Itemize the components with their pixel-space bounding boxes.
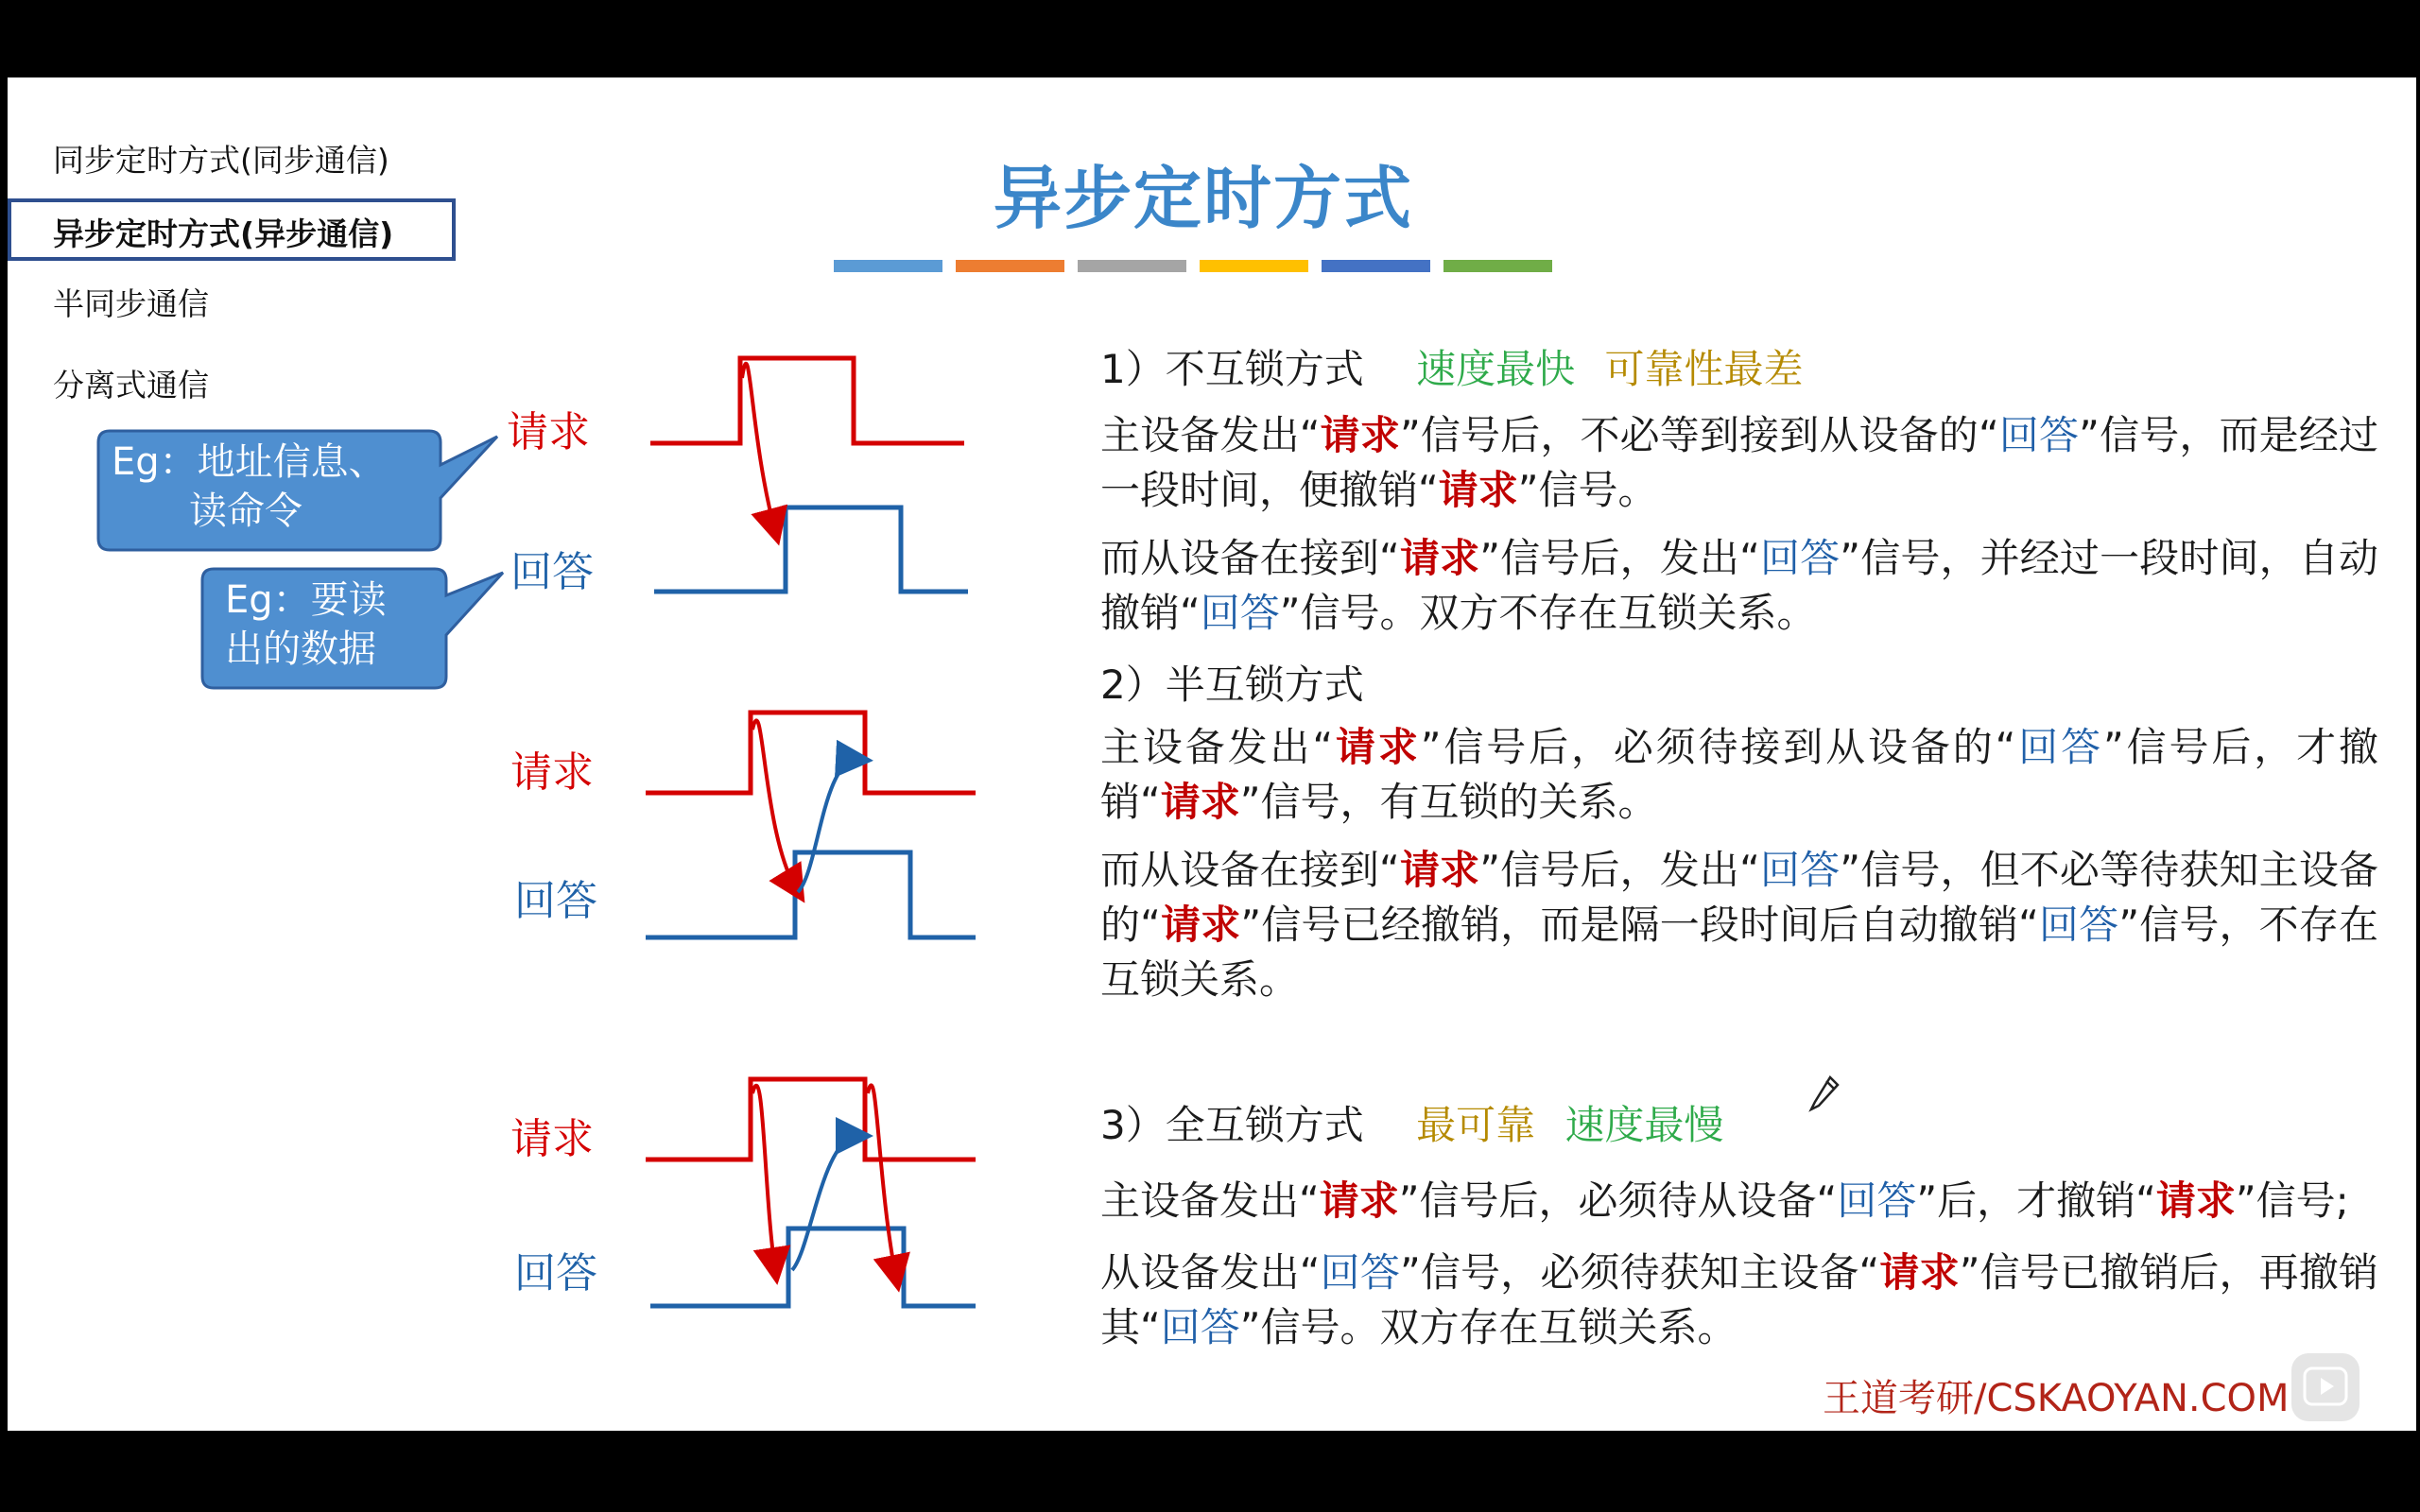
nav-item-split[interactable]: 分离式通信: [53, 367, 209, 404]
diagram-2-response-label: 回答: [514, 877, 597, 925]
section-1-paragraph-2: 而从设备在接到“请求”信号后，发出“回答”信号，并经过一段时间，自动撤销“回答”信号。双方不存在互锁关系。: [1100, 535, 2378, 636]
diagram-3-response-signal: [650, 1228, 976, 1306]
footer-watermark: 王道考研/CSKAOYAN.COM: [1823, 1377, 2290, 1420]
page-title: 异步定时方式: [993, 159, 1413, 238]
section-1-body: [1100, 408, 2378, 641]
section-2-heading: 2）半互锁方式: [1100, 662, 1364, 708]
section-2-body: [1100, 720, 2378, 1007]
title-bar-4: [1200, 260, 1308, 272]
diagram-1-request-label: 请求: [507, 408, 590, 456]
pen-cursor-icon: [1807, 1074, 1841, 1115]
diagram-2-response-arrow: [798, 760, 858, 892]
section-3-paragraph-2: 从设备发出“回答”信号，必须待获知主设备“请求”信号已撤销后，再撤销其“回答”信号。双方存在互锁关系。: [1100, 1249, 2378, 1350]
section-1-tag-reliability: 可靠性最差: [1604, 346, 1804, 392]
callout-1-line1: Eg：地址信息、: [112, 440, 387, 484]
section-3-body: [1100, 1174, 2378, 1355]
section-1-tag-speed: 速度最快: [1416, 346, 1576, 392]
callout-2-line1: Eg：要读: [225, 578, 387, 622]
diagram-semi-interlocked: [510, 713, 976, 937]
diagram-2-request-signal: [646, 713, 976, 793]
callout-address-read: [98, 431, 497, 550]
nav-item-async[interactable]: 异步定时方式(异步通信): [53, 215, 394, 252]
section-3-tag-reliability: 最可靠: [1416, 1102, 1536, 1148]
section-1-heading: 1）不互锁方式 速度最快 可靠性最差: [1100, 346, 1804, 392]
section-3-heading: 3）全互锁方式 最可靠 速度最慢: [1100, 1102, 1724, 1148]
slide: [8, 77, 2416, 1431]
diagram-1-request-arrow: [742, 364, 775, 531]
diagram-2-request-label: 请求: [510, 748, 594, 797]
timing-diagrams: [8, 77, 1095, 1431]
play-button[interactable]: [2291, 1353, 2360, 1421]
diagram-3-response-label: 回答: [514, 1249, 597, 1297]
section-3-tag-speed: 速度最慢: [1564, 1102, 1724, 1148]
section-2-paragraph-1: 主设备发出“请求”信号后，必须待接到从设备的“回答”信号后，才撤销“请求”信号，有互锁的关系。: [1100, 724, 2378, 825]
diagram-1-request-signal: [650, 358, 964, 443]
diagram-3-revoke-arrow: [868, 1085, 896, 1278]
diagram-3-request-label: 请求: [510, 1115, 594, 1163]
diagram-fully-interlocked: [510, 1079, 976, 1306]
diagram-2-request-arrow: [752, 720, 797, 890]
diagram-1-response-signal: [654, 507, 968, 592]
section-2-paragraph-2: 而从设备在接到“请求”信号后，发出“回答”信号，但不必等待获知主设备的“请求”信号已经撤销，而是隔一段时间后自动撤销“回答”信号，不存在互锁关系。: [1100, 847, 2378, 1003]
diagram-1-response-label: 回答: [510, 548, 594, 596]
title-bar-5: [1322, 260, 1430, 272]
section-1-paragraph-1: 主设备发出“请求”信号后，不必等到接到从设备的“回答”信号，而是经过一段时间，便撤销“请求”信号。: [1100, 412, 2378, 513]
callout-2-line2: 出的数据: [225, 627, 376, 671]
nav-item-sync[interactable]: 同步定时方式(同步通信): [53, 142, 389, 179]
diagram-3-response-arrow: [792, 1136, 858, 1270]
diagram-non-interlocked: [507, 358, 968, 596]
section-3-paragraph-1: 主设备发出“请求”信号后，必须待从设备“回答”后，才撤销“请求”信号;: [1100, 1177, 2349, 1224]
callout-read-data: [202, 569, 503, 688]
play-icon: [2291, 1353, 2360, 1421]
diagram-3-request-signal: [646, 1079, 976, 1160]
nav-item-semi-sync[interactable]: 半同步通信: [53, 285, 209, 322]
title-bar-6: [1443, 260, 1552, 272]
callout-1-line2: 读命令: [189, 490, 302, 533]
diagram-3-request-arrow: [752, 1086, 775, 1270]
